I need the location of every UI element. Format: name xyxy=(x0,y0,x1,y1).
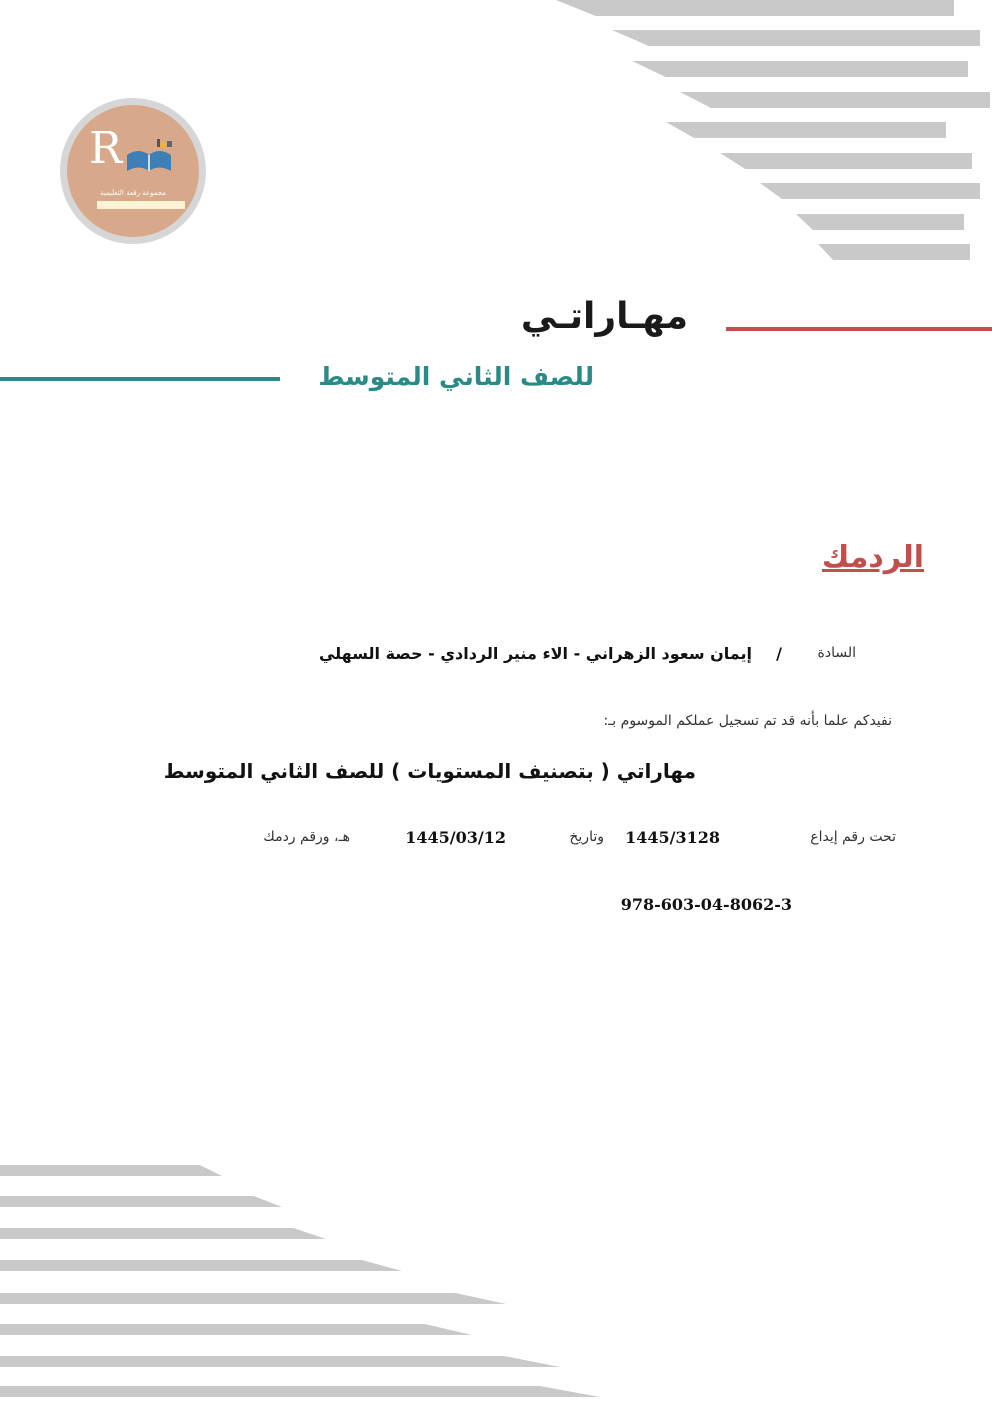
stripe xyxy=(632,61,968,77)
subtitle-rule xyxy=(0,377,280,381)
isbn-number: 978-603-04-8062-3 xyxy=(620,895,792,914)
title-rule xyxy=(726,327,992,331)
stripe xyxy=(760,183,980,199)
stripe xyxy=(666,122,946,138)
stripe xyxy=(818,244,970,260)
stripe xyxy=(0,1260,402,1271)
stripe xyxy=(0,1356,560,1367)
separator: / xyxy=(776,644,782,663)
date-label: وتاريخ xyxy=(569,829,604,845)
stripe xyxy=(0,1386,600,1397)
open-book-icon xyxy=(123,137,175,179)
stripe xyxy=(0,1324,472,1335)
book-subtitle: للصف الثاني المتوسط xyxy=(318,362,594,391)
deposit-number: 1445/3128 xyxy=(625,828,720,847)
date-value: 1445/03/12 xyxy=(405,828,506,847)
stripe xyxy=(612,30,980,46)
stripe xyxy=(796,214,964,230)
logo-caption: مجموعة رقعة التعليمية xyxy=(99,189,167,197)
stripe xyxy=(720,153,972,169)
authors-line: إيمان سعود الزهراني - الاء منير الردادي - حصة السهلي xyxy=(318,644,752,663)
stripe xyxy=(0,1196,282,1207)
isbn-label: هـ، ورقم ردمك xyxy=(263,829,350,845)
notice-text: نفيدكم علما بأنه قد تم تسجيل عملكم الموسوم بـ: xyxy=(603,713,892,729)
stripe xyxy=(680,92,990,108)
logo-band xyxy=(97,201,185,209)
isbn-heading: الردمك xyxy=(821,540,924,575)
stripe xyxy=(0,1165,222,1176)
publisher-logo xyxy=(60,98,206,244)
work-title: مهاراتي ( بتصنيف المستويات ) للصف الثاني المتوسط xyxy=(163,759,696,783)
stripe xyxy=(0,1228,326,1239)
deposit-label: تحت رقم إيداع xyxy=(810,829,896,845)
logo-letter: R xyxy=(89,123,123,174)
book-title: مهـاراتـي xyxy=(520,296,688,337)
stripe xyxy=(556,0,954,16)
stripe xyxy=(0,1293,506,1304)
addressee-label: السادة xyxy=(817,645,856,661)
